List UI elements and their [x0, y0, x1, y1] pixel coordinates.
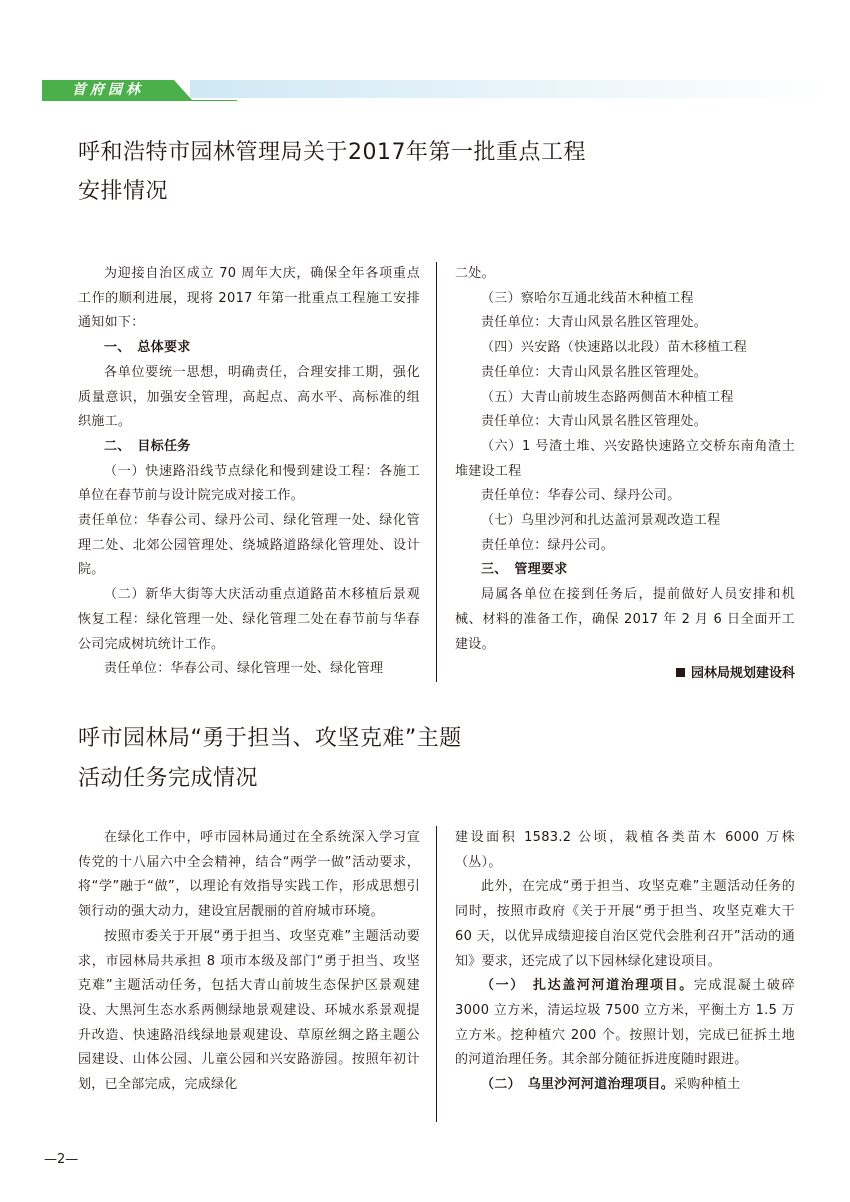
- column-divider: [436, 262, 437, 682]
- article2-title-line1: 呼市园林局“勇于担当、攻坚克难”主题: [78, 726, 462, 751]
- paragraph: （五）大青山前坡生态路两侧苗木种植工程: [481, 389, 734, 405]
- article2-left-column: [78, 826, 420, 1098]
- header-gradient-bar: [190, 80, 830, 98]
- signature-text: 园林局规划建设科: [690, 666, 795, 681]
- paragraph: 二处。: [455, 266, 495, 281]
- section-heading: 二、 目标任务: [104, 438, 191, 454]
- paragraph: 责任单位：大青山风景名胜区管理处。: [481, 414, 708, 430]
- paragraph: 在绿化工作中，呼市园林局通过在全系统深入学习宣传党的十八届六中全会精神，结合“两学一做”活动要求，将“学”融于“做”，以理论有效指导实践工作，形成思想引领行动的强大动力，建设宜居靓丽的首府城市环境。: [78, 830, 420, 920]
- paragraph: 责任单位：大青山风景名胜区管理处。: [481, 315, 708, 331]
- article1-left-column: [78, 262, 420, 682]
- header-rule: [42, 100, 237, 101]
- paragraph: （六）1 号渣土堆、兴安路快速路立交桥东南角渣土堆建设工程: [455, 438, 795, 479]
- paragraph: 为迎接自治区成立 70 周年大庆，确保全年各项重点工作的顺利进展，现将 2017 年第一批重点工程施工安排通知如下：: [78, 266, 420, 331]
- paragraph: 按照市委关于开展“勇于担当、攻坚克难”主题活动要求，市园林局共承担 8 项市本级及部门“勇于担当、攻坚克难”主题活动任务，包括大青山前坡生态保护区景观建设、大黑河生态水系两侧绿地景观建设、环城水系景观提升改造、快速路沿线绿地景观建设、草原丝绸之路主题公园建设、山体公园、儿童公园和兴安路游园。按照年初计划，已全部完成，完成绿化: [78, 928, 420, 1093]
- paragraph: 责任单位：华春公司、绿丹公司、绿化管理一处、绿化管理二处、北郊公园管理处、绕城路道路绿化管理处、设计院。: [78, 513, 420, 578]
- column-divider: [436, 826, 437, 1122]
- article2-right-column: [455, 826, 795, 1098]
- paragraph: （二）新华大街等大庆活动重点道路苗木移植后景观恢复工程：绿化管理一处、绿化管理二处在春节前与华春公司完成树坑统计工作。: [78, 587, 420, 652]
- paragraph: [455, 1073, 795, 1098]
- paragraph: （七）乌里沙河和扎达盖河景观改造工程: [481, 513, 721, 529]
- article1-right-column: [455, 262, 795, 657]
- article2-title-line2: 活动任务完成情况: [78, 766, 259, 791]
- paragraph: （三）察哈尔互通北线苗木种植工程: [481, 290, 694, 306]
- section-heading: 一、 总体要求: [104, 340, 191, 356]
- item-heading: （一） 扎达盖河河道治理项目。: [481, 978, 694, 994]
- paragraph: 建设面积 1583.2 公顷，栽植各类苗木 6000 万株（丛）。: [455, 830, 795, 870]
- paragraph: 责任单位：华春公司、绿化管理一处、绿化管理: [104, 661, 384, 677]
- paragraph: 责任单位：大青山风景名胜区管理处。: [481, 364, 708, 380]
- paragraph: （一）快速路沿线节点绿化和慢到建设工程：各施工单位在春节前与设计院完成对接工作。: [78, 463, 420, 504]
- square-bullet-icon: [676, 668, 685, 677]
- paragraph: [455, 974, 795, 1073]
- article1-signature: [676, 664, 795, 684]
- item-heading: （二） 乌里沙河河道治理项目。: [481, 1077, 675, 1093]
- paragraph: 责任单位：华春公司、绿丹公司。: [481, 488, 681, 504]
- paragraph: 局属各单位在接到任务后，提前做好人员安排和机械、材料的准备工作，确保 2017 年 2 月 6 日全面开工建设。: [455, 587, 795, 652]
- paragraph: （四）兴安路（快速路以北段）苗木移植工程: [481, 340, 748, 356]
- paragraph: 此外，在完成“勇于担当、攻坚克难”主题活动任务的同时，按照市政府《关于开展“勇于担当、攻坚克难大干 60 天，以优异成绩迎接自治区党代会胜利召开”活动的通知》要求，还完成了以下园林绿化建设项目。: [455, 879, 795, 969]
- page-number: —2—: [44, 1152, 79, 1167]
- section-label: 首府园林: [72, 82, 144, 98]
- section-heading: 三、 管理要求: [481, 562, 568, 578]
- article1-title-line1: 呼和浩特市园林管理局关于2017年第一批重点工程: [78, 140, 586, 165]
- header-band: [0, 38, 850, 98]
- item-body: 完成混凝土破碎 3000 立方米，清运垃圾 7500 立方米，平衡土方 1.5 万立方米。挖种植穴 200 个。按照计划，完成已征拆土地的河道治理任务。其余部分随征拆进度随时跟进。: [455, 978, 795, 1068]
- article1-title-line2: 安排情况: [78, 179, 169, 204]
- item-body: 采购种植土: [674, 1077, 741, 1093]
- paragraph: 各单位要统一思想，明确责任，合理安排工期，强化质量意识，加强安全管理，高起点、高水平、高标准的组织施工。: [78, 364, 420, 430]
- paragraph: 责任单位：绿丹公司。: [481, 537, 615, 553]
